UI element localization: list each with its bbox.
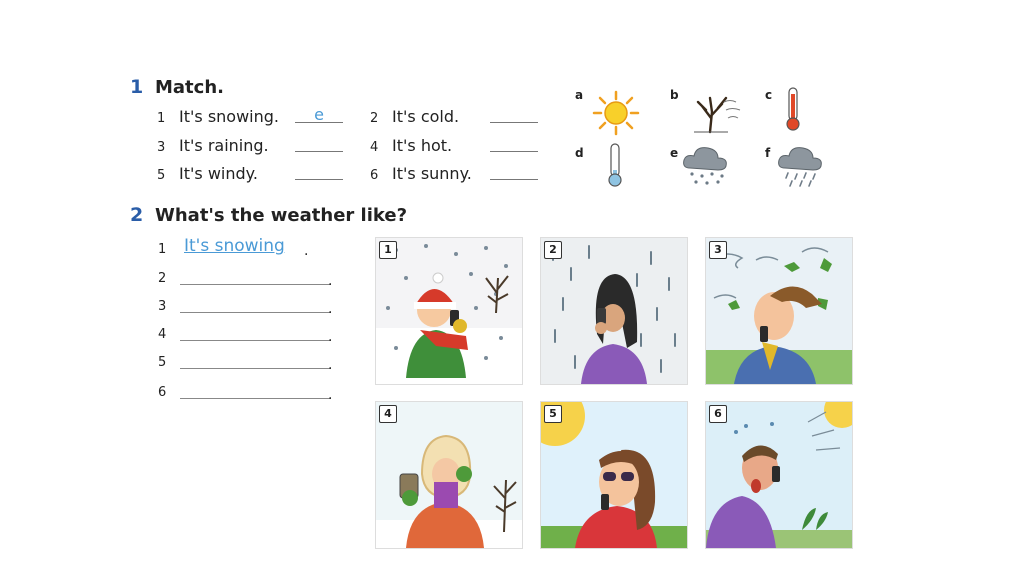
picture-panel-4 <box>375 401 523 549</box>
sunny-scene-icon <box>541 402 687 548</box>
answer-line-2[interactable] <box>180 283 330 285</box>
picture-label-b: b <box>670 88 679 102</box>
match-answer-2[interactable] <box>490 108 538 123</box>
panel-number: 2 <box>544 241 562 259</box>
picture-panel-1 <box>375 237 523 385</box>
period: . <box>328 301 333 317</box>
sun-icon <box>590 90 642 140</box>
section-1-number: 1 <box>130 76 144 98</box>
match-item-3: 3 It's raining. <box>157 136 269 155</box>
panel-number: 5 <box>544 405 562 423</box>
panel-number: 3 <box>709 241 727 259</box>
match-item-1: 1 It's snowing. <box>157 107 279 126</box>
picture-panel-2 <box>540 237 688 385</box>
picture-label-f: f <box>765 146 771 160</box>
panel-number: 4 <box>379 405 397 423</box>
answer-line-number: 5 <box>158 355 167 370</box>
answer-line-4[interactable] <box>180 339 330 341</box>
match-answer-5[interactable] <box>295 165 343 180</box>
picture-panel-3 <box>705 237 853 385</box>
panel-number: 6 <box>709 405 727 423</box>
answer-line-number: 2 <box>158 271 167 286</box>
hot-thermometer-icon <box>782 86 804 136</box>
cold-thermometer-icon <box>604 142 626 192</box>
picture-label-e: e <box>670 146 679 160</box>
period: . <box>328 387 333 403</box>
match-answer-1[interactable]: e <box>295 108 343 123</box>
picture-panel-6 <box>705 401 853 549</box>
match-item-5: 5 It's windy. <box>157 164 258 183</box>
period: . <box>328 329 333 345</box>
windy-scene-icon <box>706 238 852 384</box>
answer-line-5[interactable] <box>180 367 330 369</box>
answer-line-number: 3 <box>158 299 167 314</box>
answer-line-6[interactable] <box>180 397 330 399</box>
section-2-title: What's the weather like? <box>155 205 408 226</box>
match-item-6: 6 It's sunny. <box>370 164 472 183</box>
answer-line-1-text[interactable]: It's snowing <box>184 236 285 256</box>
snow-cloud-icon <box>680 142 732 192</box>
raining-scene-icon <box>541 238 687 384</box>
match-item-4: 4 It's hot. <box>370 136 453 155</box>
answer-line-number: 6 <box>158 385 167 400</box>
period: . <box>328 357 333 373</box>
answer-line-number: 4 <box>158 327 167 342</box>
match-answer-6[interactable] <box>490 165 538 180</box>
match-answer-4[interactable] <box>490 137 538 152</box>
snowing-scene-icon <box>376 238 522 384</box>
period: . <box>328 273 333 289</box>
match-item-2: 2 It's cold. <box>370 107 460 126</box>
picture-panel-5 <box>540 401 688 549</box>
picture-label-a: a <box>575 88 584 102</box>
rain-cloud-icon <box>775 142 827 192</box>
answer-line-3[interactable] <box>180 311 330 313</box>
picture-label-d: d <box>575 146 584 160</box>
section-1-title: Match. <box>155 77 224 98</box>
panel-number: 1 <box>379 241 397 259</box>
cold-scene-icon <box>376 402 522 548</box>
match-answer-3[interactable] <box>295 137 343 152</box>
period: . <box>304 243 309 259</box>
windy-tree-icon <box>680 88 744 138</box>
picture-label-c: c <box>765 88 773 102</box>
answer-line-number: 1 <box>158 242 167 257</box>
hot-scene-icon <box>706 402 852 548</box>
section-2-number: 2 <box>130 204 144 226</box>
